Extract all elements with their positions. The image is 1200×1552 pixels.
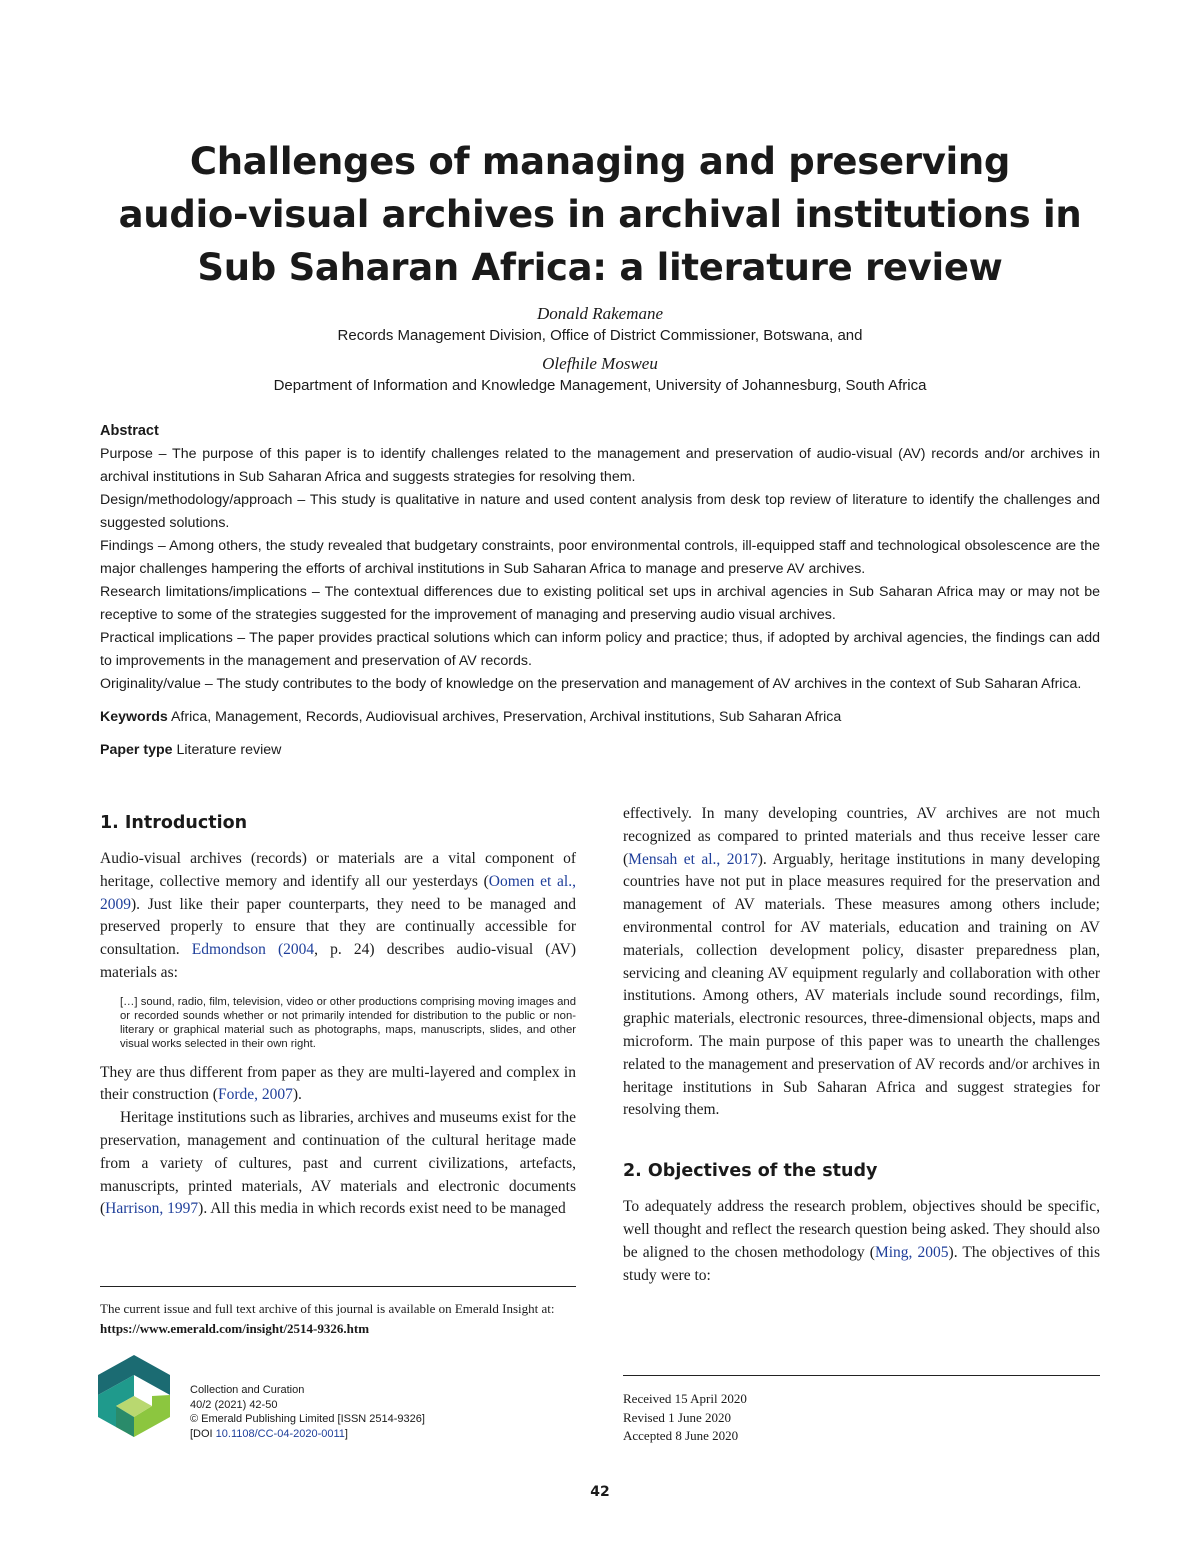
citation-link[interactable]: Forde, 2007 (217, 1086, 293, 1104)
author-name: Donald Rakemane (536, 304, 664, 323)
date-accepted: Accepted 8 June 2020 (623, 1428, 739, 1443)
page-number: 42 (590, 1484, 610, 1500)
author-name: Olefhile Mosweu (542, 354, 658, 373)
section-heading: 2. Objectives of the study (623, 1161, 878, 1182)
body-text: ). The objectives of this study were to: (623, 1243, 1100, 1284)
publication-dates (623, 1375, 1100, 1446)
abstract-label: Practical implications (100, 630, 233, 646)
body-text: ). All this media in which records exist need to be managed (198, 1200, 566, 1218)
abstract-text: – This study is qualitative in nature and used content analysis from desk top review of literature to identify the challenges and suggested solutions. (100, 492, 1100, 531)
paper-title (60, 135, 1140, 294)
keywords-label: Keywords (100, 709, 168, 725)
citation-link[interactable]: Mensah et al., 2017 (628, 850, 758, 868)
abstract-label: Purpose (100, 446, 153, 462)
journal-publisher: © Emerald Publishing Limited [ISSN 2514-9326] (190, 1413, 425, 1425)
abstract-label: Design/methodology/approach (100, 492, 293, 508)
abstract-label: Originality/value (100, 676, 201, 692)
abstract-section (100, 420, 1100, 762)
citation-link[interactable]: Ming, 2005 (874, 1243, 949, 1261)
abstract-purpose (100, 443, 1100, 489)
author-affiliation: Department of Information and Knowledge Management, University of Johannesburg, South Africa (273, 377, 927, 394)
abstract-design (100, 489, 1100, 535)
abstract-text: – The study contributes to the body of knowledge on the preservation and management of AV archives in the context of Sub Saharan Africa. (200, 676, 1082, 692)
body-text: effectively. In many developing countries, AV archives are not much recognized as compared to printed materials and thus receive lesser care ( (623, 805, 1100, 868)
body-paragraph (623, 803, 1100, 1122)
date-received: Received 15 April 2020 (623, 1391, 747, 1406)
block-quote: […] sound, radio, film, television, video or other productions comprising moving images and or recorded sounds whether or not primarily intended for distribution to the public or non-literary or graphical material such as photographs, maps, manuscripts, slides, and other visual works selected in their own right. (120, 995, 576, 1051)
abstract-text: – The purpose of this paper is to identify challenges related to the management and preservation of audio-visual (AV) records and/or archives in archival institutions in Sub Saharan Africa and suggests strategies for resolving them. (100, 446, 1100, 485)
body-paragraph (623, 1196, 1100, 1287)
body-text: ). (292, 1086, 302, 1104)
body-text: To adequately address the research problem, objectives should be specific, well thought and reflect the research question being asked. They should also be aligned to the chosen methodology ( (623, 1198, 1100, 1261)
abstract-findings (100, 535, 1100, 581)
paper-type-label: Paper type (100, 742, 173, 758)
abstract-originality (100, 673, 1100, 696)
abstract-text: – The paper provides practical solutions which can inform policy and practice; thus, if adopted by archival agencies, the findings can add to improvements in the management and preservation of AV records. (100, 630, 1100, 669)
abstract-text: – Among others, the study revealed that budgetary constraints, poor environmental controls, ill-equipped staff and technological obsolescence are the major challenges hampering the efforts of archival institutions in Sub Saharan Africa to manage and preserve AV archives. (100, 538, 1100, 577)
doi-link[interactable]: 10.1108/CC-04-2020-0011 (215, 1427, 345, 1440)
citation-link[interactable]: Harrison, 1997 (105, 1200, 199, 1218)
body-text: , p. 24) describes audio-visual (AV) materials as: (100, 941, 576, 981)
journal-url-link[interactable]: https://www.emerald.com/insight/2514-9326.htm (100, 1321, 370, 1336)
abstract-heading: Abstract (100, 423, 159, 439)
abstract-limitations (100, 581, 1100, 627)
doi-prefix: [DOI (190, 1427, 216, 1440)
title-line-2: audio-visual archives in archival institutions in (118, 193, 1082, 236)
journal-name: Collection and Curation (190, 1384, 305, 1396)
journal-info (190, 1383, 425, 1441)
journal-doi (190, 1427, 425, 1442)
keywords-text: Africa, Management, Records, Audiovisual archives, Preservation, Archival institutions, Sub Saharan Africa (167, 709, 842, 725)
doi-suffix: ] (344, 1427, 348, 1440)
abstract-label: Findings (100, 538, 154, 554)
body-text: ). Arguably, heritage institutions in many developing countries have not put in place measures required for the preservation and management of AV materials. These measures among others include; environmental control for AV materials, education and training on AV materials, collection development policy, disaster preparedness plan, servicing and cleaning AV equipment regularly and collaboration with other institutions. Among others, AV materials include sound recordings, film, graphic materials, electronic resources, three-dimensional objects, maps and microform. The main purpose of this paper was to unearth the challenges related to the management and preservation of AV records and/or archives in heritage institutions in Sub Saharan Africa and suggest strategies for resolving them. (623, 850, 1100, 1119)
citation-link[interactable]: Edmondson (2004 (191, 941, 315, 959)
keywords (100, 706, 1100, 729)
body-text: They are thus different from paper as they are multi-layered and complex in their construction ( (100, 1063, 576, 1104)
footnote (100, 1286, 576, 1339)
title-line-3: Sub Saharan Africa: a literature review (197, 246, 1003, 289)
title-line-1: Challenges of managing and preserving (189, 140, 1011, 183)
section-heading: 1. Introduction (100, 813, 248, 833)
abstract-text: – The contextual differences due to existing political set ups in archival agencies in Sub Saharan Africa may or may not be receptive to some of the strategies suggested for the improvement of managing and preserving audio visual archives. (100, 584, 1100, 623)
abstract-practical (100, 627, 1100, 673)
publisher-logo-icon (98, 1355, 170, 1437)
paper-type-text: Literature review (172, 742, 282, 758)
abstract-label: Research limitations/implications (100, 584, 307, 600)
citation-link[interactable]: Oomen et al., 2009 (100, 872, 576, 913)
body-text: ). Just like their paper counterparts, they need to be managed and preserved properly to ensure that they are continually accessible for consultation. (100, 895, 576, 959)
intro-paragraph (100, 848, 576, 985)
body-text: Audio-visual archives (records) or materials are a vital component of heritage, collective memory and identify all our yesterdays ( (100, 850, 576, 890)
intro-paragraph (100, 1107, 576, 1221)
journal-volume: 40/2 (2021) 42-50 (190, 1398, 278, 1411)
intro-paragraph (100, 1062, 576, 1108)
paper-type (100, 739, 1100, 762)
left-column (100, 810, 576, 1221)
right-column (623, 803, 1100, 1287)
footnote-text: The current issue and full text archive of this journal is available on Emerald Insight at: (100, 1301, 555, 1316)
body-text: Heritage institutions such as libraries, archives and museums exist for the preservation, management and continuation of the cultural heritage made from a variety of cultures, past and current civilizations, artefacts, manuscripts, printed materials, AV materials and electronic documents ( (100, 1109, 576, 1218)
author-affiliation: Records Management Division, Office of District Commissioner, Botswana, and (337, 327, 863, 344)
date-revised: Revised 1 June 2020 (623, 1409, 731, 1425)
title-block (60, 135, 1140, 397)
